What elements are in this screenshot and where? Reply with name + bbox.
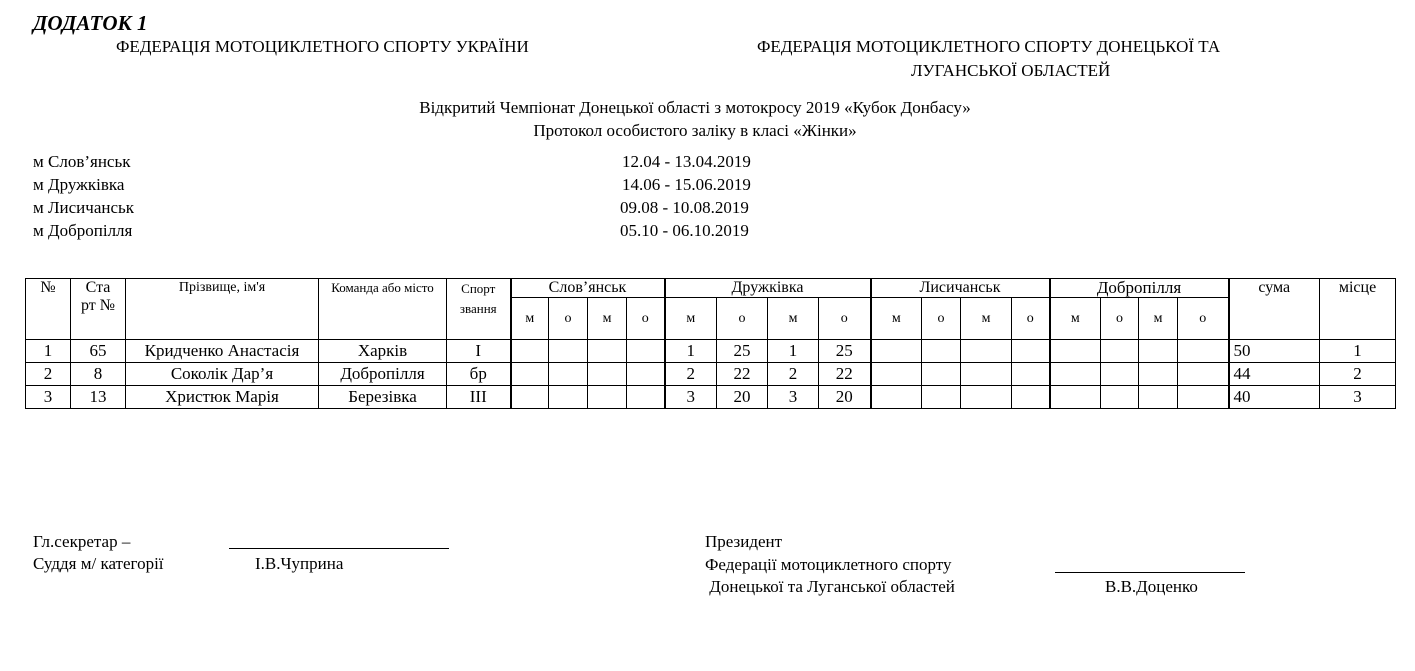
president-region: Донецької та Луганської областей	[705, 577, 955, 596]
stage-city: м Добропілля	[33, 221, 133, 240]
cell-rank: бр	[447, 363, 511, 386]
cell-result	[1050, 386, 1101, 409]
cell-result	[871, 340, 922, 363]
cell-result	[627, 340, 665, 363]
table-row	[26, 363, 1396, 386]
header-place: місце	[1320, 279, 1396, 340]
cell-result	[1012, 386, 1050, 409]
subheader-m: м	[871, 298, 922, 340]
stage-dates: 14.06 - 15.06.2019	[622, 175, 751, 194]
stage-city: м Дружківка	[33, 175, 125, 194]
results-table	[25, 278, 1396, 409]
cell-sum: 44	[1229, 363, 1320, 386]
secretary-category: Суддя м/ категорії	[33, 554, 164, 573]
cell-result: 3	[768, 386, 819, 409]
cell-result	[961, 386, 1012, 409]
appendix-label: ДОДАТОК 1	[33, 11, 148, 35]
president-name: В.В.Доценко	[1105, 577, 1198, 596]
header-num: №	[26, 279, 71, 340]
header-name: Прізвище, ім'я	[126, 279, 319, 340]
cell-result	[511, 386, 549, 409]
cell-result	[549, 386, 588, 409]
cell-result: 25	[717, 340, 768, 363]
subheader-m: м	[1050, 298, 1101, 340]
cell-team: Березівка	[319, 386, 447, 409]
cell-result: 1	[665, 340, 717, 363]
cell-result	[922, 386, 961, 409]
cell-result	[1101, 340, 1139, 363]
president-signature-line	[1055, 572, 1245, 573]
org-right-line2: ЛУГАНСЬКОЇ ОБЛАСТЕЙ	[911, 61, 1111, 80]
cell-result: 20	[819, 386, 871, 409]
document-subtitle: Протокол особистого заліку в класі «Жінки»	[533, 121, 857, 140]
cell-result: 1	[768, 340, 819, 363]
cell-result	[549, 363, 588, 386]
subheader-o: о	[1101, 298, 1139, 340]
cell-result	[1139, 340, 1178, 363]
stage-city: м Слов’янськ	[33, 152, 131, 171]
cell-result	[549, 340, 588, 363]
subheader-m: м	[961, 298, 1012, 340]
secretary-signature-line	[229, 548, 449, 549]
subheader-m: м	[1139, 298, 1178, 340]
cell-result	[1178, 363, 1229, 386]
cell-result	[588, 363, 627, 386]
subheader-o: о	[1012, 298, 1050, 340]
header-rank: Спорт звання	[447, 279, 511, 340]
cell-result	[871, 386, 922, 409]
subheader-o: о	[717, 298, 768, 340]
cell-sum: 40	[1229, 386, 1320, 409]
cell-result	[961, 363, 1012, 386]
cell-result	[961, 340, 1012, 363]
cell-result	[511, 340, 549, 363]
stage-dates: 09.08 - 10.08.2019	[620, 198, 749, 217]
cell-result	[871, 363, 922, 386]
cell-result	[1139, 386, 1178, 409]
header-group-druzhkivka: Дружківка	[665, 279, 871, 298]
cell-result: 2	[665, 363, 717, 386]
subheader-m: м	[665, 298, 717, 340]
president-title: Президент	[705, 532, 783, 551]
cell-team: Добропілля	[319, 363, 447, 386]
subheader-o: о	[549, 298, 588, 340]
cell-rank: І	[447, 340, 511, 363]
cell-result: 3	[665, 386, 717, 409]
cell-result	[1101, 386, 1139, 409]
cell-result: 22	[717, 363, 768, 386]
stage-dates: 05.10 - 06.10.2019	[620, 221, 749, 240]
subheader-m: м	[768, 298, 819, 340]
cell-team: Харків	[319, 340, 447, 363]
cell-result	[1139, 363, 1178, 386]
cell-result	[588, 386, 627, 409]
cell-result	[1178, 340, 1229, 363]
cell-result	[922, 363, 961, 386]
document-title: Відкритий Чемпіонат Донецької області з мотокросу 2019 «Кубок Донбасу»	[419, 98, 971, 117]
cell-place: 2	[1320, 363, 1396, 386]
cell-place: 3	[1320, 386, 1396, 409]
cell-start: 13	[71, 386, 126, 409]
secretary-title: Гл.секретар –	[33, 532, 131, 551]
header-team: Команда або місто	[319, 279, 447, 340]
cell-result	[627, 363, 665, 386]
org-right-line1: ФЕДЕРАЦІЯ МОТОЦИКЛЕТНОГО СПОРТУ ДОНЕЦЬКОЇ ТА	[757, 37, 1221, 56]
header-group-lysychansk: Лисичанськ	[871, 279, 1050, 298]
cell-num: 2	[26, 363, 71, 386]
cell-start: 65	[71, 340, 126, 363]
cell-result: 20	[717, 386, 768, 409]
cell-num: 3	[26, 386, 71, 409]
cell-result: 2	[768, 363, 819, 386]
cell-result	[588, 340, 627, 363]
org-left: ФЕДЕРАЦІЯ МОТОЦИКЛЕТНОГО СПОРТУ УКРАЇНИ	[116, 37, 529, 56]
table-row	[26, 386, 1396, 409]
cell-sum: 50	[1229, 340, 1320, 363]
cell-num: 1	[26, 340, 71, 363]
subheader-o: о	[1178, 298, 1229, 340]
subheader-o: о	[922, 298, 961, 340]
header-start: Ста рт №	[71, 279, 126, 340]
cell-result	[1012, 340, 1050, 363]
stage-dates: 12.04 - 13.04.2019	[622, 152, 751, 171]
secretary-name: І.В.Чуприна	[255, 554, 344, 573]
subheader-m: м	[588, 298, 627, 340]
cell-rank: ІІІ	[447, 386, 511, 409]
cell-result	[1050, 363, 1101, 386]
cell-result	[922, 340, 961, 363]
header-group-dobropillia: Добропілля	[1050, 279, 1229, 298]
subheader-o: о	[627, 298, 665, 340]
cell-start: 8	[71, 363, 126, 386]
cell-result	[1178, 386, 1229, 409]
header-sum: сума	[1229, 279, 1320, 340]
cell-result	[1012, 363, 1050, 386]
header-group-slovyansk: Слов’янськ	[511, 279, 665, 298]
subheader-m: м	[511, 298, 549, 340]
president-federation: Федерації мотоциклетного спорту	[705, 555, 952, 574]
cell-name: Кридченко Анастасія	[126, 340, 319, 363]
cell-result	[1050, 340, 1101, 363]
cell-result	[1101, 363, 1139, 386]
cell-result	[511, 363, 549, 386]
cell-name: Христюк Марія	[126, 386, 319, 409]
cell-result: 25	[819, 340, 871, 363]
cell-result: 22	[819, 363, 871, 386]
table-row	[26, 340, 1396, 363]
cell-result	[627, 386, 665, 409]
cell-name: Соколік Дар’я	[126, 363, 319, 386]
stage-city: м Лисичанськ	[33, 198, 135, 217]
cell-place: 1	[1320, 340, 1396, 363]
subheader-o: о	[819, 298, 871, 340]
